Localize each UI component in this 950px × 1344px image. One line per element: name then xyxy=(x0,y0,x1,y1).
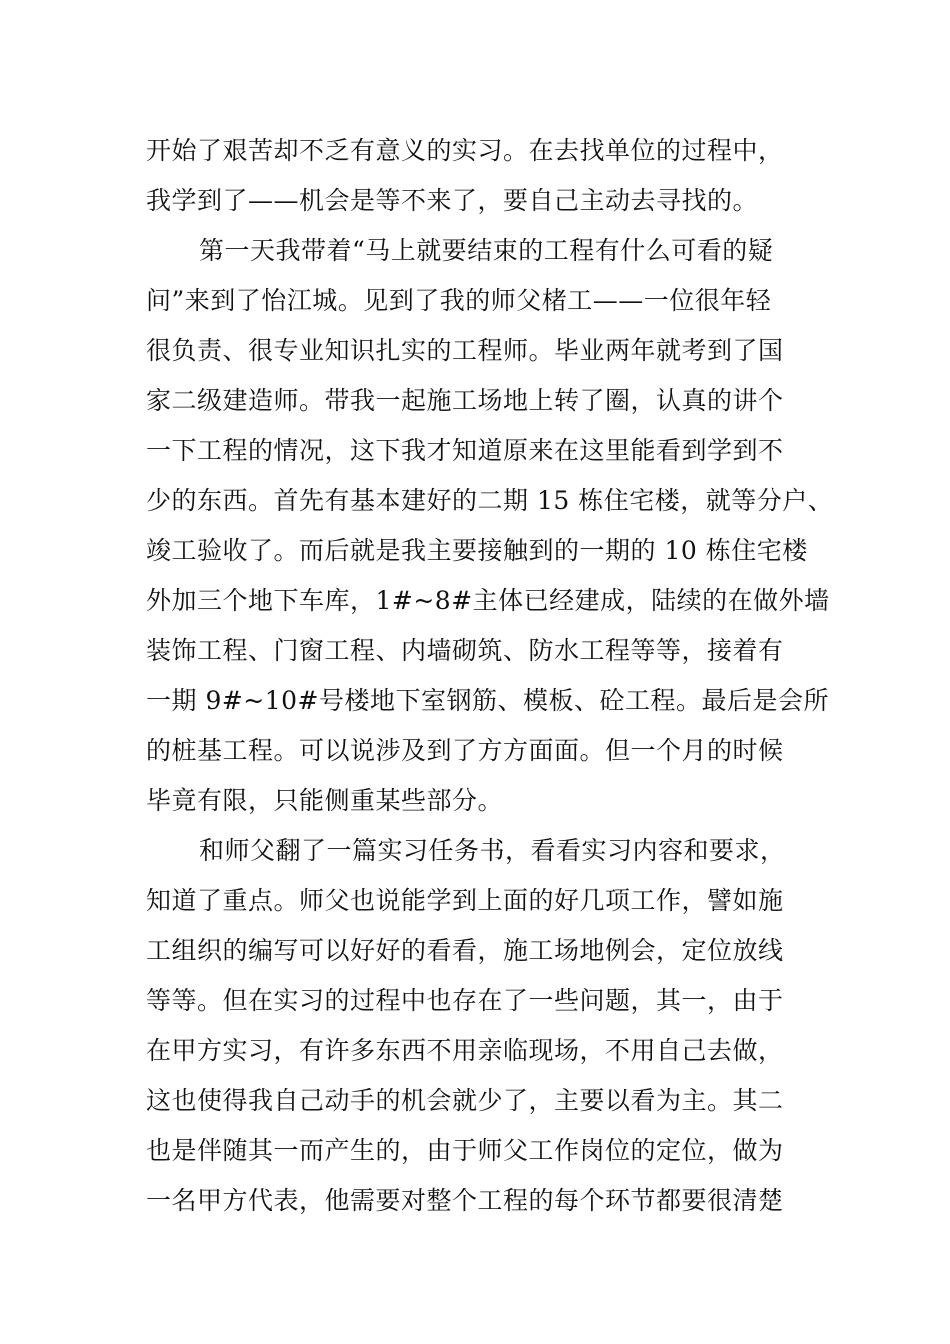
text-line: 很负责、很专业知识扎实的工程师。毕业两年就考到了国 xyxy=(146,336,784,365)
text-line: 在甲方实习，有许多东西不用亲临现场，不用自己去做， xyxy=(146,1036,784,1065)
text-line: 家二级建造师。带我一起施工场地上转了圈，认真的讲个 xyxy=(146,386,784,415)
text-line: 开始了艰苦却不乏有意义的实习。在去找单位的过程中， xyxy=(146,136,784,165)
text-line: 等等。但在实习的过程中也存在了一些问题，其一，由于 xyxy=(146,986,784,1015)
text-line: 也是伴随其一而产生的，由于师父工作岗位的定位，做为 xyxy=(146,1136,784,1165)
paragraph-first-line: 和师父翻了一篇实习任务书，看看实习内容和要求， xyxy=(199,836,786,865)
text-line: 竣工验收了。而后就是我主要接触到的一期的 10 栋住宅楼 xyxy=(146,536,808,565)
text-line: 这也使得我自己动手的机会就少了，主要以看为主。其二 xyxy=(146,1086,784,1115)
text-line: 的桩基工程。可以说涉及到了方方面面。但一个月的时候 xyxy=(146,736,784,765)
text-line: 工组织的编写可以好好的看看，施工场地例会，定位放线 xyxy=(146,936,784,965)
text-line: 我学到了——机会是等不来了，要自己主动去寻找的。 xyxy=(146,186,759,215)
paragraph-first-line: 第一天我带着“马上就要结束的工程有什么可看的疑 xyxy=(199,236,774,265)
text-line: 一期 9#~10#号楼地下室钢筋、模板、砼工程。最后是会所 xyxy=(146,686,830,715)
text-line: 知道了重点。师父也说能学到上面的好几项工作，譬如施 xyxy=(146,886,784,915)
text-line: 毕竟有限，只能侧重某些部分。 xyxy=(146,786,504,815)
text-line: 一名甲方代表，他需要对整个工程的每个环节都要很清楚 xyxy=(146,1186,784,1215)
text-line: 一下工程的情况，这下我才知道原来在这里能看到学到不 xyxy=(146,436,784,465)
text-line: 外加三个地下车库，1#~8#主体已经建成，陆续的在做外墙 xyxy=(146,586,830,615)
text-line: 问”来到了怡江城。见到了我的师父楮工——一位很年轻 xyxy=(146,286,772,315)
text-line: 少的东西。首先有基本建好的二期 15 栋住宅楼，就等分户、 xyxy=(146,486,834,515)
text-line: 装饰工程、门窗工程、内墙砌筑、防水工程等等，接着有 xyxy=(146,636,784,665)
body-text xyxy=(146,126,834,1226)
